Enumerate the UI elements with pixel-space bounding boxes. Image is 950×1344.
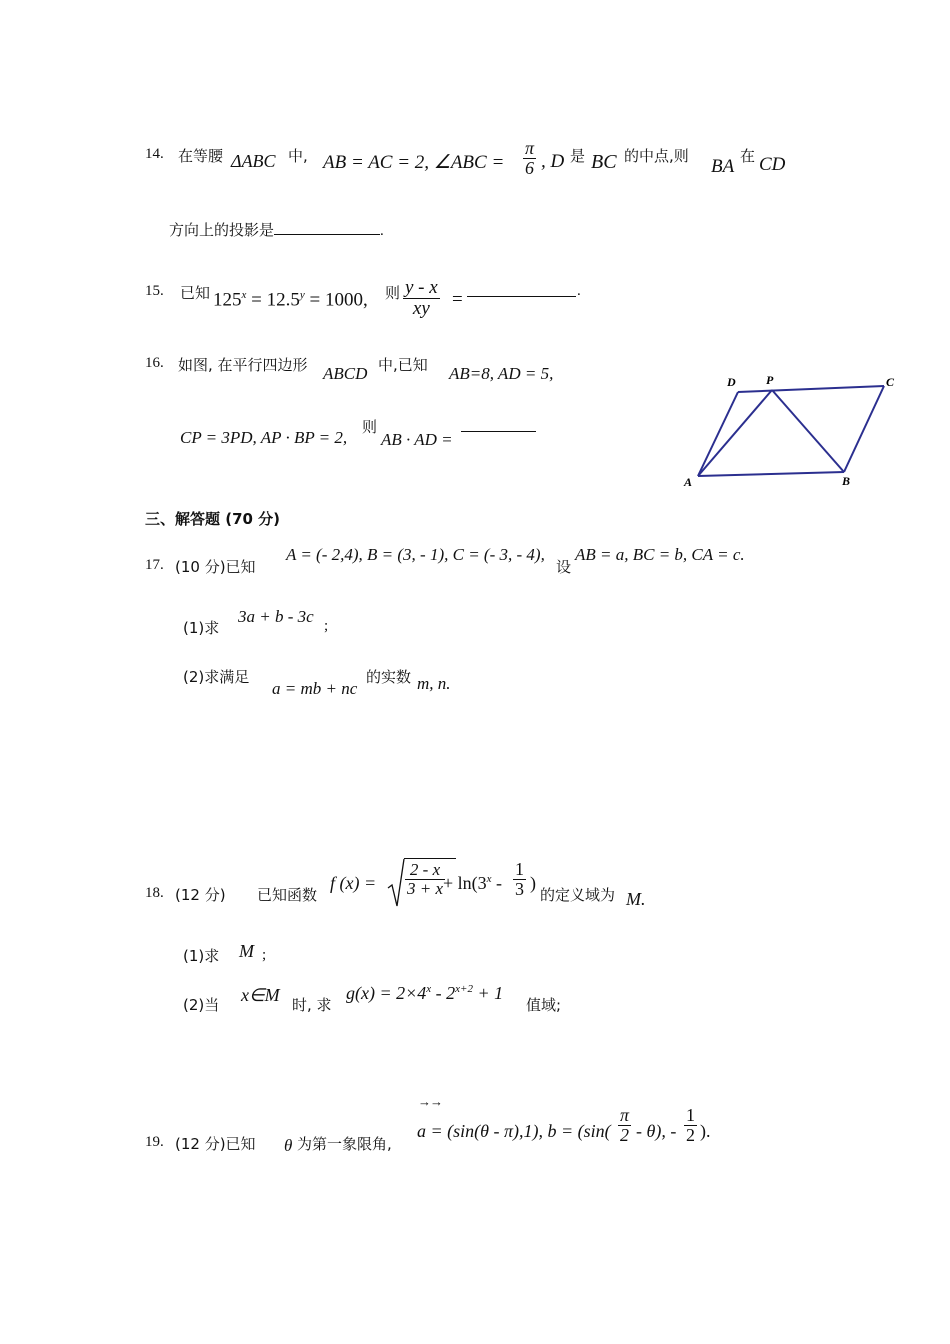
- q18-ln-close: ): [530, 873, 536, 893]
- q16-condition-1: AB=8, AD = 5,: [449, 364, 554, 383]
- q15-end: .: [577, 283, 581, 299]
- parallelogram-figure: [676, 370, 906, 495]
- q14-frac-bot: 6: [525, 157, 535, 178]
- q18-part1-M: M: [239, 941, 254, 961]
- q15-number: 15.: [145, 283, 164, 299]
- q15-frac-top: y - x: [405, 277, 438, 298]
- q19-fraction-2: [684, 1106, 697, 1145]
- q17-part2-label: (2)求满足: [183, 668, 250, 686]
- q14-after: , D: [541, 151, 565, 172]
- q14-condition: AB = AC = 2, ∠ABC =: [323, 152, 505, 173]
- q14-number: 14.: [145, 146, 164, 162]
- q17-part2-vars: m, n.: [417, 674, 451, 693]
- q16-answer-blank[interactable]: [461, 431, 536, 432]
- q14-triangle: ΔABC: [231, 151, 276, 171]
- q19-score: (12 分)已知: [175, 1135, 256, 1153]
- q18-gx-exp1: x: [426, 983, 432, 995]
- q19-frac1-top: π: [620, 1105, 630, 1125]
- q19-text-1: 为第一象限角,: [297, 1135, 392, 1153]
- section-3-title: 三、解答题 (70 分): [145, 510, 281, 528]
- segment-AP: [698, 390, 772, 476]
- q15-equation: [213, 289, 368, 311]
- q14-line-2: [169, 219, 384, 240]
- q14-text-4: 的中点,则: [624, 147, 689, 165]
- q19-frac1-bot: 2: [620, 1124, 630, 1145]
- q15-frac-bot: xy: [412, 297, 430, 319]
- q19-theta: θ: [284, 1136, 293, 1155]
- vector-arrows-icon: →→: [418, 1094, 442, 1109]
- q18-ln-fraction: [513, 860, 526, 899]
- q15-fraction: [403, 278, 440, 319]
- q19-frac2-bot: 2: [686, 1124, 695, 1145]
- q19-number: 19.: [145, 1134, 164, 1150]
- q18-part2-cond: x∈M: [241, 985, 280, 1005]
- q16-text-1: 如图, 在平行四边形: [178, 356, 308, 374]
- q16-condition-2: CP = 3PD, AP · BP = 2,: [180, 428, 348, 447]
- edge-DA: [698, 392, 738, 476]
- q15-exp1: x: [241, 289, 247, 301]
- q18-ln-frac-bot: 3: [515, 878, 524, 899]
- q16-abcd: ABCD: [323, 364, 368, 383]
- q18-ln-frac-top: 1: [515, 859, 524, 879]
- q15-eq1: = 12.5: [251, 289, 300, 311]
- q15-eq: =: [452, 289, 463, 310]
- segment-BP: [772, 390, 844, 472]
- edge-CD: [738, 386, 884, 392]
- q19-expr-2: - θ), -: [636, 1121, 677, 1141]
- q17-part1-expr: 3a + b - 3c: [238, 607, 314, 626]
- q14-frac-top: π: [525, 138, 535, 158]
- q19-expr-3: ).: [700, 1121, 711, 1141]
- q18-part2-text-2: 值域;: [526, 996, 562, 1014]
- q18-sqrt-bot: 3 + x: [407, 878, 444, 898]
- sqrt-radical-icon: [387, 858, 405, 910]
- q16-text-3: 则: [362, 418, 378, 436]
- q18-text-1: 已知函数: [257, 886, 318, 904]
- q19-fraction-1: [618, 1106, 631, 1145]
- q18-part2-label: (2)当: [183, 996, 220, 1014]
- q19-expr-1: a = (sin(θ - π),1), b = (sin(: [417, 1121, 611, 1141]
- q19-frac2-top: 1: [686, 1105, 695, 1125]
- q18-gx-end: + 1: [477, 983, 504, 1003]
- q14-text-2: 中,: [288, 147, 308, 165]
- q17-points: A = (- 2,4), B = (3, - 1), C = (- 3, - 4),: [286, 545, 545, 564]
- q18-gx-base: g(x) = 2×4: [346, 983, 427, 1003]
- q15-text-1: 已知: [180, 284, 211, 302]
- q18-gx-mid: - 2: [435, 983, 456, 1003]
- label-A: A: [684, 475, 693, 489]
- q15-text-2: 则: [385, 284, 401, 302]
- q14-cd: CD: [759, 154, 786, 175]
- q18-number: 18.: [145, 885, 164, 901]
- label-C: C: [886, 375, 895, 389]
- q18-ln-minus: -: [496, 873, 503, 893]
- q15-eq2: = 1000,: [309, 289, 368, 311]
- q18-sqrt-fraction: [405, 861, 445, 898]
- q15-exp2: y: [299, 289, 305, 301]
- edge-BC: [844, 386, 884, 472]
- q18-sqrt-top: 2 - x: [405, 861, 445, 880]
- q18-M: M.: [626, 889, 646, 909]
- label-D: D: [727, 375, 736, 389]
- q18-text-2: 的定义域为: [540, 886, 616, 904]
- q18-part1-label: (1)求: [183, 947, 220, 965]
- q18-gx-exp2: x+2: [455, 983, 473, 995]
- q14-fraction: [523, 139, 536, 178]
- q14-text-1: 在等腰: [178, 147, 224, 165]
- q18-score: (12 分): [175, 886, 226, 904]
- q16-text-2: 中,已知: [378, 356, 428, 374]
- label-P: P: [766, 373, 774, 387]
- q14-bc: BC: [591, 151, 617, 173]
- q18-fx: f (x) =: [330, 873, 377, 893]
- q15-answer-blank[interactable]: [467, 296, 576, 297]
- q14-end: .: [380, 223, 384, 239]
- q18-ln-exp: x: [486, 873, 492, 885]
- q18-gx: [346, 983, 503, 1004]
- q16-number: 16.: [145, 355, 164, 371]
- q17-part2-expr: a = mb + nc: [272, 679, 358, 698]
- q15-base1: 125: [213, 289, 242, 311]
- q16-ask: AB · AD =: [381, 430, 453, 449]
- q14-ba: BA: [711, 156, 735, 177]
- q18-part2-text: 时, 求: [292, 996, 332, 1014]
- q17-number: 17.: [145, 557, 164, 573]
- q18-ln: [443, 873, 502, 894]
- q18-ln-base: + ln(3: [443, 873, 487, 893]
- q14-text-5: 在: [740, 147, 756, 165]
- q14-text-3: 是: [570, 147, 586, 165]
- q17-part1-end: ;: [324, 618, 329, 634]
- q17-text-2: 设: [556, 558, 572, 576]
- q17-part1-label: (1)求: [183, 619, 220, 637]
- q14-line2-text: 方向上的投影是: [169, 221, 275, 239]
- q18-part1-end: ;: [262, 947, 267, 963]
- edge-AB: [698, 472, 844, 476]
- q17-part2-text: 的实数: [366, 668, 412, 686]
- q17-definition: AB = a, BC = b, CA = c.: [575, 545, 745, 564]
- q17-score: (10 分)已知: [175, 558, 256, 576]
- q14-answer-blank[interactable]: [274, 234, 380, 235]
- label-B: B: [842, 474, 851, 488]
